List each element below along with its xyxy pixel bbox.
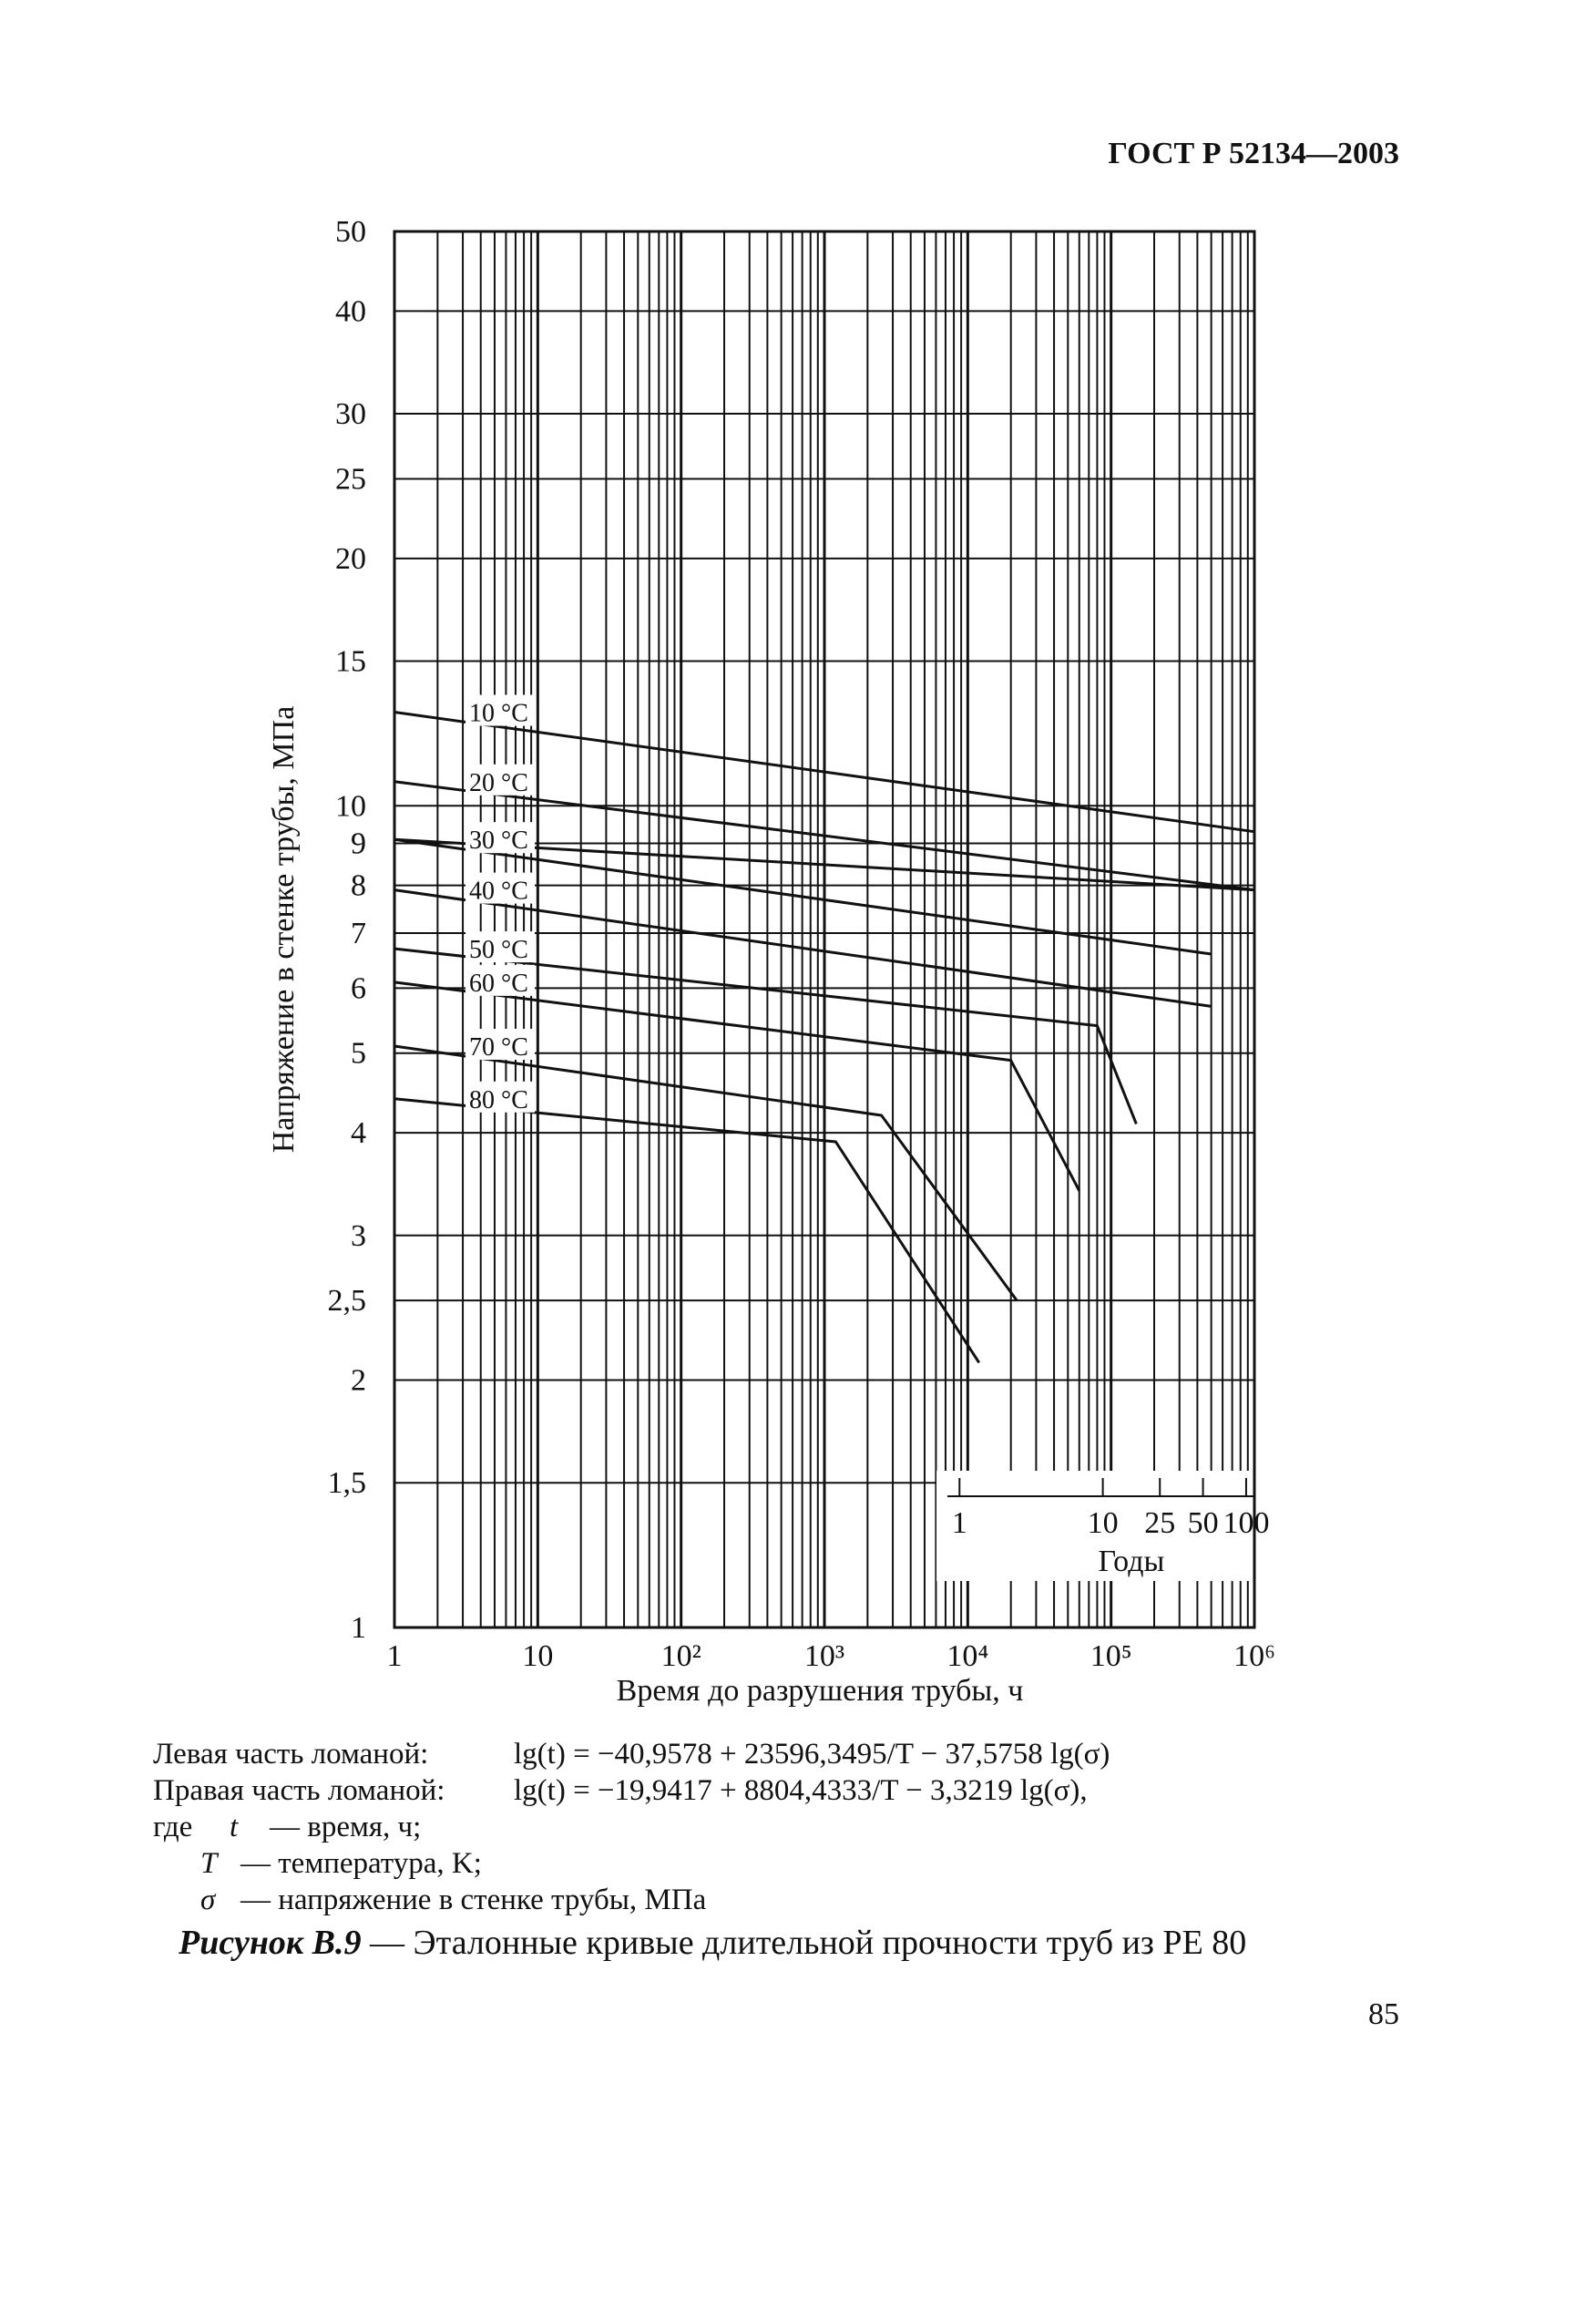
where-word: где — [153, 1811, 193, 1843]
y-tick-label: 8 — [351, 868, 366, 903]
years-tick-label: 10 — [1087, 1506, 1119, 1540]
series-label: 80 °C — [469, 1085, 528, 1114]
y-tick-label: 3 — [351, 1218, 366, 1253]
y-tick-label: 6 — [351, 971, 366, 1006]
x-tick-label: 10⁶ — [1233, 1639, 1275, 1673]
years-inset — [936, 1471, 1269, 1581]
figure-number: Рисунок В.9 — [179, 1924, 362, 1962]
series-label: 20 °C — [469, 768, 528, 797]
y-tick-label: 1,5 — [327, 1466, 366, 1501]
formula-left — [153, 1736, 1110, 1772]
definition-t — [153, 1809, 1110, 1845]
y-axis-label: Напряжение в стенке трубы, МПа — [267, 705, 301, 1154]
y-tick-label: 4 — [351, 1116, 366, 1151]
y-tick-label: 10 — [335, 789, 366, 824]
page-number: 85 — [1368, 1997, 1399, 2031]
years-tick-label: 25 — [1144, 1506, 1176, 1540]
x-tick-label: 10² — [660, 1639, 701, 1673]
def-symbol: t — [230, 1811, 239, 1843]
formula-right-equation: lg(t) = −19,9417 + 8804,4333/T − 3,3219 lg(σ), — [514, 1774, 1088, 1807]
series-label: 60 °C — [469, 969, 528, 998]
series-line — [394, 1099, 979, 1363]
series-label: 40 °C — [469, 877, 528, 906]
y-tick-label: 1 — [351, 1611, 366, 1645]
formula-left-label: Левая часть ломаной: — [153, 1738, 429, 1771]
formula-left-equation: lg(t) = −40,9578 + 23596,3495/T − 37,5758 lg(σ) — [514, 1738, 1110, 1771]
formula-right-label: Правая часть ломаной: — [153, 1774, 445, 1807]
x-tick-label: 10 — [522, 1639, 554, 1673]
years-tick-label: 50 — [1187, 1506, 1219, 1540]
def-text: — температура, K; — [240, 1847, 482, 1880]
def-text: — напряжение в стенке трубы, МПа — [240, 1884, 707, 1916]
y-tick-label: 20 — [335, 541, 366, 576]
figure-caption — [179, 1923, 1246, 1963]
y-tick-label: 30 — [335, 397, 366, 432]
def-symbol: σ — [200, 1884, 216, 1916]
definition-T — [153, 1845, 1110, 1882]
formulas — [153, 1736, 1110, 1918]
series-label: 10 °C — [469, 699, 528, 728]
years-label: Годы — [1098, 1545, 1165, 1578]
series-label: 50 °C — [469, 936, 528, 965]
definition-sigma — [153, 1882, 1110, 1918]
def-symbol: T — [200, 1847, 218, 1880]
series-label: 30 °C — [469, 826, 528, 856]
y-tick-label: 5 — [351, 1036, 366, 1071]
def-text: — время, ч; — [270, 1811, 422, 1843]
x-axis-label: Время до разрушения трубы, ч — [616, 1674, 1024, 1708]
chart-grid — [394, 231, 1254, 1627]
x-tick-label: 10⁵ — [1090, 1639, 1132, 1673]
formula-right — [153, 1772, 1110, 1809]
x-tick-label: 10³ — [803, 1639, 845, 1673]
y-tick-label: 9 — [351, 826, 366, 861]
figure-title: — Эталонные кривые длительной прочности труб из PE 80 — [361, 1924, 1247, 1962]
x-tick-label: 10⁴ — [946, 1639, 989, 1673]
years-tick-label: 100 — [1223, 1506, 1270, 1540]
y-tick-label: 50 — [335, 215, 366, 249]
y-tick-label: 25 — [335, 462, 366, 497]
series-label: 70 °C — [469, 1032, 528, 1062]
y-tick-label: 2,5 — [327, 1284, 366, 1319]
y-tick-label: 15 — [335, 644, 366, 679]
y-tick-label: 40 — [335, 294, 366, 329]
y-tick-label: 7 — [351, 916, 366, 950]
x-tick-label: 1 — [386, 1639, 403, 1673]
y-tick-label: 2 — [351, 1363, 366, 1398]
standard-number: ГОСТ Р 52134—2003 — [1108, 137, 1399, 170]
years-tick-label: 1 — [951, 1506, 967, 1540]
